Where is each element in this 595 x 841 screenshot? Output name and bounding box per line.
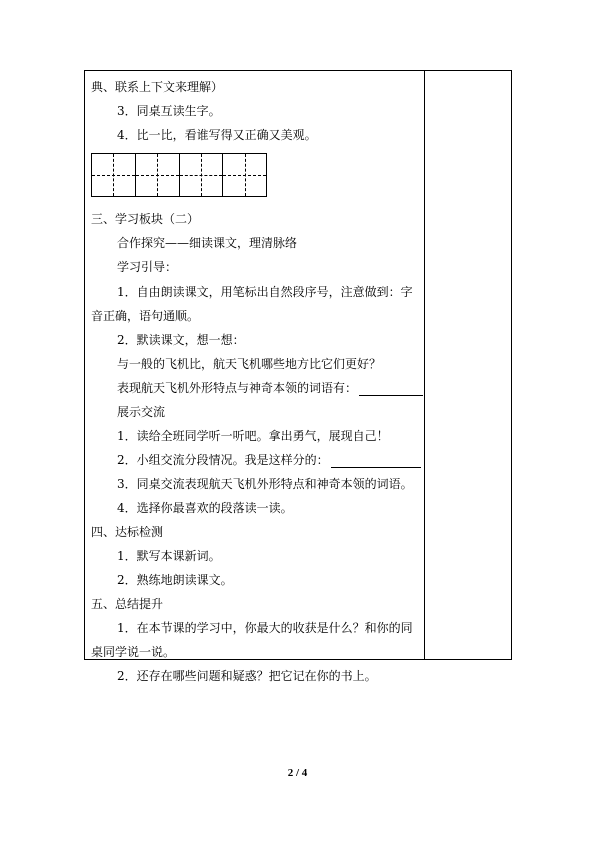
text-line: 4．选择你最喜欢的段落读一读。 (117, 501, 293, 515)
text-line: 2．还存在哪些问题和疑惑？把它记在你的书上。 (117, 669, 377, 683)
text-line: 典、联系上下文来理解） (91, 80, 224, 94)
text-line: 1．默写本课新词。 (117, 549, 221, 563)
text-line: 4．比一比，看谁写得又正确又美观。 (117, 128, 317, 142)
text-line: 合作探究——细读课文，理清脉络 (117, 236, 298, 250)
text-line-label: 表现航天飞机外形特点与神奇本领的词语有： (117, 381, 358, 395)
section-heading: 五、总结提升 (91, 597, 164, 611)
text-line: 3．同桌互读生字。 (117, 104, 221, 118)
text-line: 学习引导： (117, 260, 178, 274)
text-line (117, 452, 421, 468)
grid-cell (92, 154, 136, 196)
text-line: 与一般的飞机比，航天飞机哪些地方比它们更好？ (117, 357, 382, 371)
answer-blank[interactable] (331, 455, 421, 468)
text-line: 1．自由朗读课文，用笔标出自然段序号，注意做到：字 (117, 285, 413, 299)
grid-cell (223, 154, 266, 196)
writing-practice-grid (91, 153, 267, 197)
answer-blank[interactable] (359, 383, 423, 396)
text-line: 展示交流 (117, 405, 166, 419)
text-line: 3．同桌交流表现航天飞机外形特点和神奇本领的词语。 (117, 477, 413, 491)
text-line (117, 380, 423, 396)
text-line-label: 2．小组交流分段情况。我是这样分的： (117, 453, 329, 467)
section-heading: 三、学习板块（二） (91, 212, 200, 226)
grid-cell (180, 154, 224, 196)
text-line: 2．熟练地朗读课文。 (117, 573, 233, 587)
section-heading: 四、达标检测 (91, 525, 164, 539)
text-line: 音正确，语句通顺。 (91, 309, 200, 323)
text-line: 2．默读课文，想一想： (117, 333, 245, 347)
text-line: 1．在本节课的学习中，你最大的收获是什么？和你的同 (117, 621, 413, 635)
page-number: 2 / 4 (287, 767, 308, 779)
text-line: 桌同学说一说。 (91, 645, 176, 659)
text-line: 1．读给全班同学听一听吧。拿出勇气，展现自己！ (117, 429, 389, 443)
grid-cell (136, 154, 180, 196)
lesson-table (84, 70, 512, 683)
column-divider (424, 71, 425, 659)
